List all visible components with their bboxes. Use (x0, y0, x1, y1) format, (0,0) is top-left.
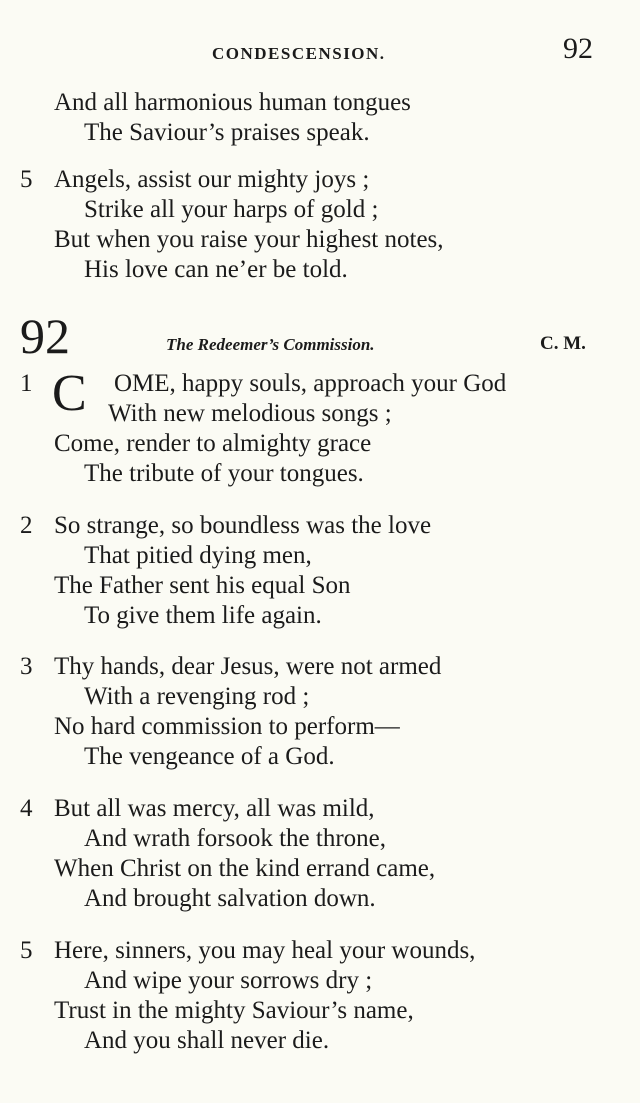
page-number: 92 (563, 32, 593, 65)
verse-line: And you shall never die. (84, 1027, 330, 1054)
verse-line: But all was mercy, all was mild, (54, 795, 375, 822)
verse-line: With new melodious songs ; (108, 400, 392, 427)
verse-line: But when you raise your highest notes, (54, 226, 444, 253)
verse-line: The Father sent his equal Son (54, 572, 351, 599)
verse-number: 3 (20, 653, 33, 680)
verse-line: No hard commission to perform— (54, 713, 400, 740)
verse-line: So strange, so boundless was the love (54, 512, 432, 539)
verse-line: Thy hands, dear Jesus, were not armed (54, 653, 442, 680)
verse-line: Trust in the mighty Saviour’s name, (54, 997, 414, 1024)
verse-number: 5 (20, 937, 33, 964)
verse-line: That pitied dying men, (84, 542, 312, 569)
verse-line: To give them life again. (84, 602, 322, 629)
verse-line: Come, render to almighty grace (54, 430, 372, 457)
hymn-meter: C. M. (540, 333, 586, 354)
verse-number: 1 (20, 370, 33, 397)
verse-number: 2 (20, 512, 33, 539)
verse-line: The tribute of your tongues. (84, 460, 364, 487)
verse-line: Here, sinners, you may heal your wounds, (54, 937, 476, 964)
verse-line: And wrath forsook the throne, (84, 825, 387, 852)
running-title: CONDESCENSION. (212, 44, 386, 63)
verse-line: The vengeance of a God. (84, 743, 335, 770)
verse-number: 4 (20, 795, 33, 822)
carryover-line: The Saviour’s praises speak. (84, 119, 370, 146)
hymn-title: The Redeemer’s Commission. (166, 335, 375, 354)
verse-line: With a revenging rod ; (84, 683, 310, 710)
drop-cap: C (52, 365, 87, 422)
verse-line: His love can ne’er be told. (84, 256, 348, 283)
carryover-line: And all harmonious human tongues (54, 89, 411, 116)
verse-line: Strike all your harps of gold ; (84, 196, 379, 223)
verse-line: Angels, assist our mighty joys ; (54, 166, 370, 193)
verse-line: OME, happy souls, approach your God (114, 370, 507, 397)
verse-line: And wipe your sorrows dry ; (84, 967, 373, 994)
verse-line: And brought salvation down. (84, 885, 376, 912)
hymn-number: 92 (20, 308, 70, 364)
verse-number: 5 (20, 166, 33, 193)
verse-line: When Christ on the kind errand came, (54, 855, 436, 882)
